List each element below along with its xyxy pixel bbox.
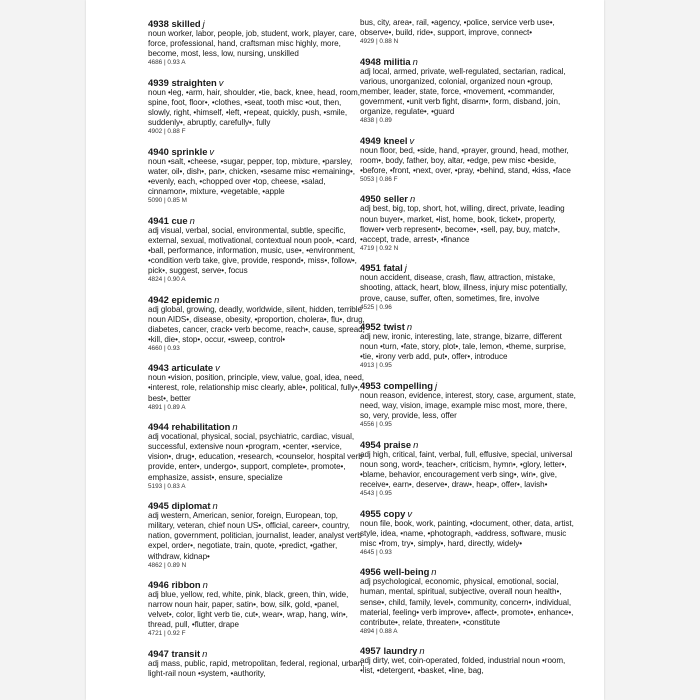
entry-collocations: noun file, book, work, painting, •document, other, data, artist, style, idea, •name, •photograph, •address, software, music misc •from, try•, simply•, hard, directly, widely• xyxy=(360,518,574,548)
entry-frequency-stats: 5090 | 0.85 M xyxy=(148,197,187,205)
entry-frequency-stats: 4660 | 0.93 xyxy=(148,344,180,352)
part-of-speech: n xyxy=(419,645,425,657)
dictionary-page xyxy=(86,0,604,700)
dictionary-entry xyxy=(148,77,366,137)
dictionary-entry xyxy=(360,439,578,499)
entry-frequency-stats: 4525 | 0.96 xyxy=(360,303,392,311)
entry-collocations: adj visual, verbal, social, environmental, subtle, specific, external, sexual, motivational, contextual noun pool•, •card, •ball, performance, information, music, use•, •environment, •condition verb take, give, provide, respond•, miss•, follow•, pick•, suggest, serve•, focus xyxy=(148,225,357,275)
entry-collocations: adj dirty, wet, coin-operated, folded, industrial noun •room, •list, •detergent, •basket, •line, bag, xyxy=(360,656,566,676)
dictionary-entry xyxy=(360,193,578,253)
part-of-speech: v xyxy=(407,507,413,519)
entry-collocations: adj global, growing, deadly, worldwide, silent, hidden, terrible noun AIDS•, disease, obesity, •proportion, cholera•, flu•, drug, diabetes, cancer, crack• verb become, reach•, cause, spread, •kill, die•, stop•, occur, •sweep, control• xyxy=(148,304,365,344)
part-of-speech: j xyxy=(404,262,407,274)
entry-collocations: noun •leg, •arm, hair, shoulder, •tie, back, knee, head, room, spine, foot, floor•, •clothes, •seat, tooth misc •out, then, slowly, right, •himself, •left, •repeat, quickly, push, •smile, suddenly•, abruptly, carefully•, fully xyxy=(148,87,360,128)
entry-collocations: adj new, ironic, interesting, late, strange, bizarre, different noun •turn, •fate, story, plot•, tale, lemon, •theme, surprise, •tie, •irony verb add, put•, offer•, introduce xyxy=(360,332,566,362)
entry-headword xyxy=(148,648,366,659)
entry-headword xyxy=(360,135,578,146)
entry-collocations: noun worker, labor, people, job, student, work, player, care, force, professional, hand, craftsman misc highly, more, become, most, less, low, nursing, unskilled xyxy=(148,29,357,59)
dictionary-entry xyxy=(360,566,578,636)
entry-headword xyxy=(148,500,366,511)
part-of-speech: v xyxy=(209,145,215,157)
left-column xyxy=(148,18,366,688)
part-of-speech: n xyxy=(232,421,238,433)
dictionary-entry xyxy=(148,500,366,570)
entry-frequency-stats: 5053 | 0.86 F xyxy=(360,175,398,183)
dictionary-entry xyxy=(360,262,578,312)
entry-headword xyxy=(360,380,578,391)
part-of-speech: n xyxy=(413,438,419,450)
dictionary-entry xyxy=(148,648,366,679)
dictionary-entry xyxy=(360,18,578,47)
part-of-speech: v xyxy=(215,362,220,374)
headword-text: 4947 transit xyxy=(148,647,201,659)
dictionary-entry xyxy=(148,579,366,639)
headword-text: 4943 articulate xyxy=(148,362,214,374)
entry-collocations: adj western, American, senior, foreign, European, top, military, veteran, chief noun US•, official, career•, country, nation, government, politician, journalist, leader, analyst verb expel, order•, negotiate, train, quote, •predict, •gather, withdraw, kidnap• xyxy=(148,511,362,561)
dictionary-entry xyxy=(148,18,366,68)
entry-headword xyxy=(360,508,578,519)
entry-frequency-stats: 4902 | 0.88 F xyxy=(148,128,186,136)
entry-headword xyxy=(360,193,578,204)
dictionary-entry xyxy=(360,645,578,676)
entry-frequency-stats: 4913 | 0.95 xyxy=(360,362,392,370)
entry-headword xyxy=(148,18,366,29)
entry-headword xyxy=(148,77,366,88)
entry-collocations: noun •vision, position, principle, view, value, goal, idea, need, •interest, role, relationship misc clearly, able•, political, fully•, best•, better xyxy=(148,373,365,403)
entry-headword xyxy=(360,262,578,273)
dictionary-entry xyxy=(148,146,366,206)
entry-headword xyxy=(360,645,578,656)
entry-headword xyxy=(360,439,578,450)
entry-frequency-stats: 4824 | 0.90 A xyxy=(148,276,186,283)
entry-collocations: adj mass, public, rapid, metropolitan, federal, regional, urban, light-rail noun •system, •authority, xyxy=(148,658,365,679)
dictionary-entry xyxy=(360,56,578,126)
part-of-speech: n xyxy=(406,321,413,333)
headword-text: 4938 skilled xyxy=(148,18,201,29)
headword-text: 4954 praise xyxy=(360,438,412,450)
entry-headword xyxy=(148,421,366,432)
headword-text: 4939 straighten xyxy=(148,76,217,88)
headword-text: 4956 well-being xyxy=(360,566,430,578)
headword-text: 4948 militia xyxy=(360,55,411,67)
entry-headword xyxy=(360,321,578,332)
headword-text: 4955 copy xyxy=(360,507,406,519)
headword-text: 4946 ribbon xyxy=(148,579,201,591)
part-of-speech: n xyxy=(202,579,208,591)
entry-frequency-stats: 4838 | 0.89 xyxy=(360,117,392,125)
entry-collocations: noun accident, disease, crash, flaw, attraction, mistake, shooting, attack, heart, blow, illness, injury misc potentially, prove, cause, suffer, often, sometimes, fire, involve xyxy=(360,273,568,303)
part-of-speech: j xyxy=(434,379,438,391)
headword-text: 4952 twist xyxy=(360,321,405,333)
entry-frequency-stats: 4891 | 0.89 A xyxy=(148,403,186,411)
part-of-speech: n xyxy=(189,214,195,226)
entry-headword xyxy=(148,215,366,226)
entry-collocations: noun reason, evidence, interest, story, case, argument, state, need, way, vision, image, example misc most, more, there, so, very, provide, less, offer xyxy=(360,390,576,421)
entry-frequency-stats: 4929 | 0.88 N xyxy=(360,38,399,46)
right-column xyxy=(360,18,578,685)
entry-collocations: adj local, armed, private, well-regulated, sectarian, radical, various, unorganized, colonial, organized noun •group, member, leader, state, force, •movement, •commander, government, •unit verb fight, disarm•, form, disband, join, organize, regulate•, •guard xyxy=(360,66,566,117)
entry-frequency-stats: 4686 | 0.93 A xyxy=(148,59,186,67)
entry-collocations: adj high, critical, faint, verbal, full, effusive, special, universal noun song, word•, teacher•, criticism, hymn•, •glory, letter•, •blame, behavior, encouragement verb sing•, win•, give, receive•, earn•, deserve•, draw•, heap•, offer•, lavish• xyxy=(360,449,573,489)
headword-text: 4940 sprinkle xyxy=(148,145,208,157)
entry-collocations: noun floor, bed, •side, hand, •prayer, ground, head, mother, room•, body, father, boy, altar, •edge, pew misc •beside, •before, •front, •next, over, •pray, •behind, stand, •kiss, •face xyxy=(360,145,571,175)
headword-text: 4951 fatal xyxy=(360,262,403,274)
headword-text: 4949 kneel xyxy=(360,134,408,146)
part-of-speech: n xyxy=(409,193,416,205)
entry-headword xyxy=(148,294,366,305)
part-of-speech: v xyxy=(409,134,415,146)
entry-headword xyxy=(360,566,578,577)
headword-text: 4941 cue xyxy=(148,214,188,226)
headword-text: 4957 laundry xyxy=(360,645,418,657)
dictionary-entry xyxy=(360,321,578,371)
entry-frequency-stats: 4719 | 0.92 N xyxy=(360,244,399,252)
entry-frequency-stats: 4721 | 0.92 F xyxy=(148,630,186,638)
part-of-speech: n xyxy=(202,647,208,659)
dictionary-entry xyxy=(360,508,578,558)
headword-text: 4942 epidemic xyxy=(148,293,213,305)
dictionary-entry xyxy=(148,421,366,491)
part-of-speech: j xyxy=(202,18,205,29)
part-of-speech: v xyxy=(218,76,224,88)
entry-collocations: adj psychological, economic, physical, emotional, social, human, mental, spiritual, subjective, overall noun health•, sense•, child, family, level•, community, concern•, individual, material, feeling• verb improve•, affect•, promote•, enhance•, contribute•, relate, threaten•, •constitute xyxy=(360,577,574,627)
part-of-speech: n xyxy=(214,293,220,305)
part-of-speech: n xyxy=(212,500,218,512)
dictionary-entry xyxy=(148,215,366,285)
entry-frequency-stats: 5193 | 0.83 A xyxy=(148,482,186,490)
entry-collocations: bus, city, area•, rail, •agency, •police, service verb use•, observe•, build, ride•, support, improve, connect• xyxy=(360,18,555,38)
dictionary-entry xyxy=(148,362,366,412)
entry-frequency-stats: 4862 | 0.89 N xyxy=(148,561,187,569)
entry-collocations: adj blue, yellow, red, white, pink, black, green, thin, wide, narrow noun hair, paper, satin•, bow, silk, gold, •panel, velvet•, color, light verb tie, cut•, wear•, wrap, hang, win•, thread, pull, •flutter, drape xyxy=(148,590,349,630)
dictionary-entry xyxy=(148,294,366,354)
headword-text: 4945 diplomat xyxy=(148,500,211,512)
entry-collocations: adj vocational, physical, social, psychiatric, cardiac, visual, successful, extensive noun •program, •center, •service, vision•, drug•, education, •research, •counselor, hospital verb provide, enter•, undergo•, support, complete•, promote•, emphasize, assist•, ensure, specialize xyxy=(148,432,363,482)
entry-headword xyxy=(360,56,578,67)
headword-text: 4944 rehabilitation xyxy=(148,421,231,433)
dictionary-entry xyxy=(360,380,578,430)
entry-collocations: adj best, big, top, short, hot, willing, direct, private, leading noun buyer•, market, •list, home, book, ticket•, property, flower• verb represent•, become•, •sell, pay, buy, match•, •accept, trade, arrest•, •finance xyxy=(360,204,565,244)
entry-headword xyxy=(148,579,366,590)
headword-text: 4953 compelling xyxy=(360,379,433,391)
entry-headword xyxy=(148,146,366,157)
entry-frequency-stats: 4556 | 0.95 xyxy=(360,421,392,429)
dictionary-entry xyxy=(360,135,578,185)
entry-frequency-stats: 4894 | 0.88 A xyxy=(360,627,398,635)
entry-frequency-stats: 4645 | 0.93 xyxy=(360,548,392,556)
part-of-speech: n xyxy=(412,55,418,67)
entry-headword xyxy=(148,362,366,373)
headword-text: 4950 seller xyxy=(360,193,408,205)
part-of-speech: n xyxy=(431,566,437,578)
entry-collocations: noun •salt, •cheese, •sugar, pepper, top, mixture, •parsley, water, oil•, dish•, pan•, chicken, •sesame misc •remaining•, •evenly, each, •chopped over •top, cheese, •salad, cinnamon•, mixture, •vegetable, •apple xyxy=(148,156,355,196)
entry-frequency-stats: 4543 | 0.95 xyxy=(360,490,392,498)
